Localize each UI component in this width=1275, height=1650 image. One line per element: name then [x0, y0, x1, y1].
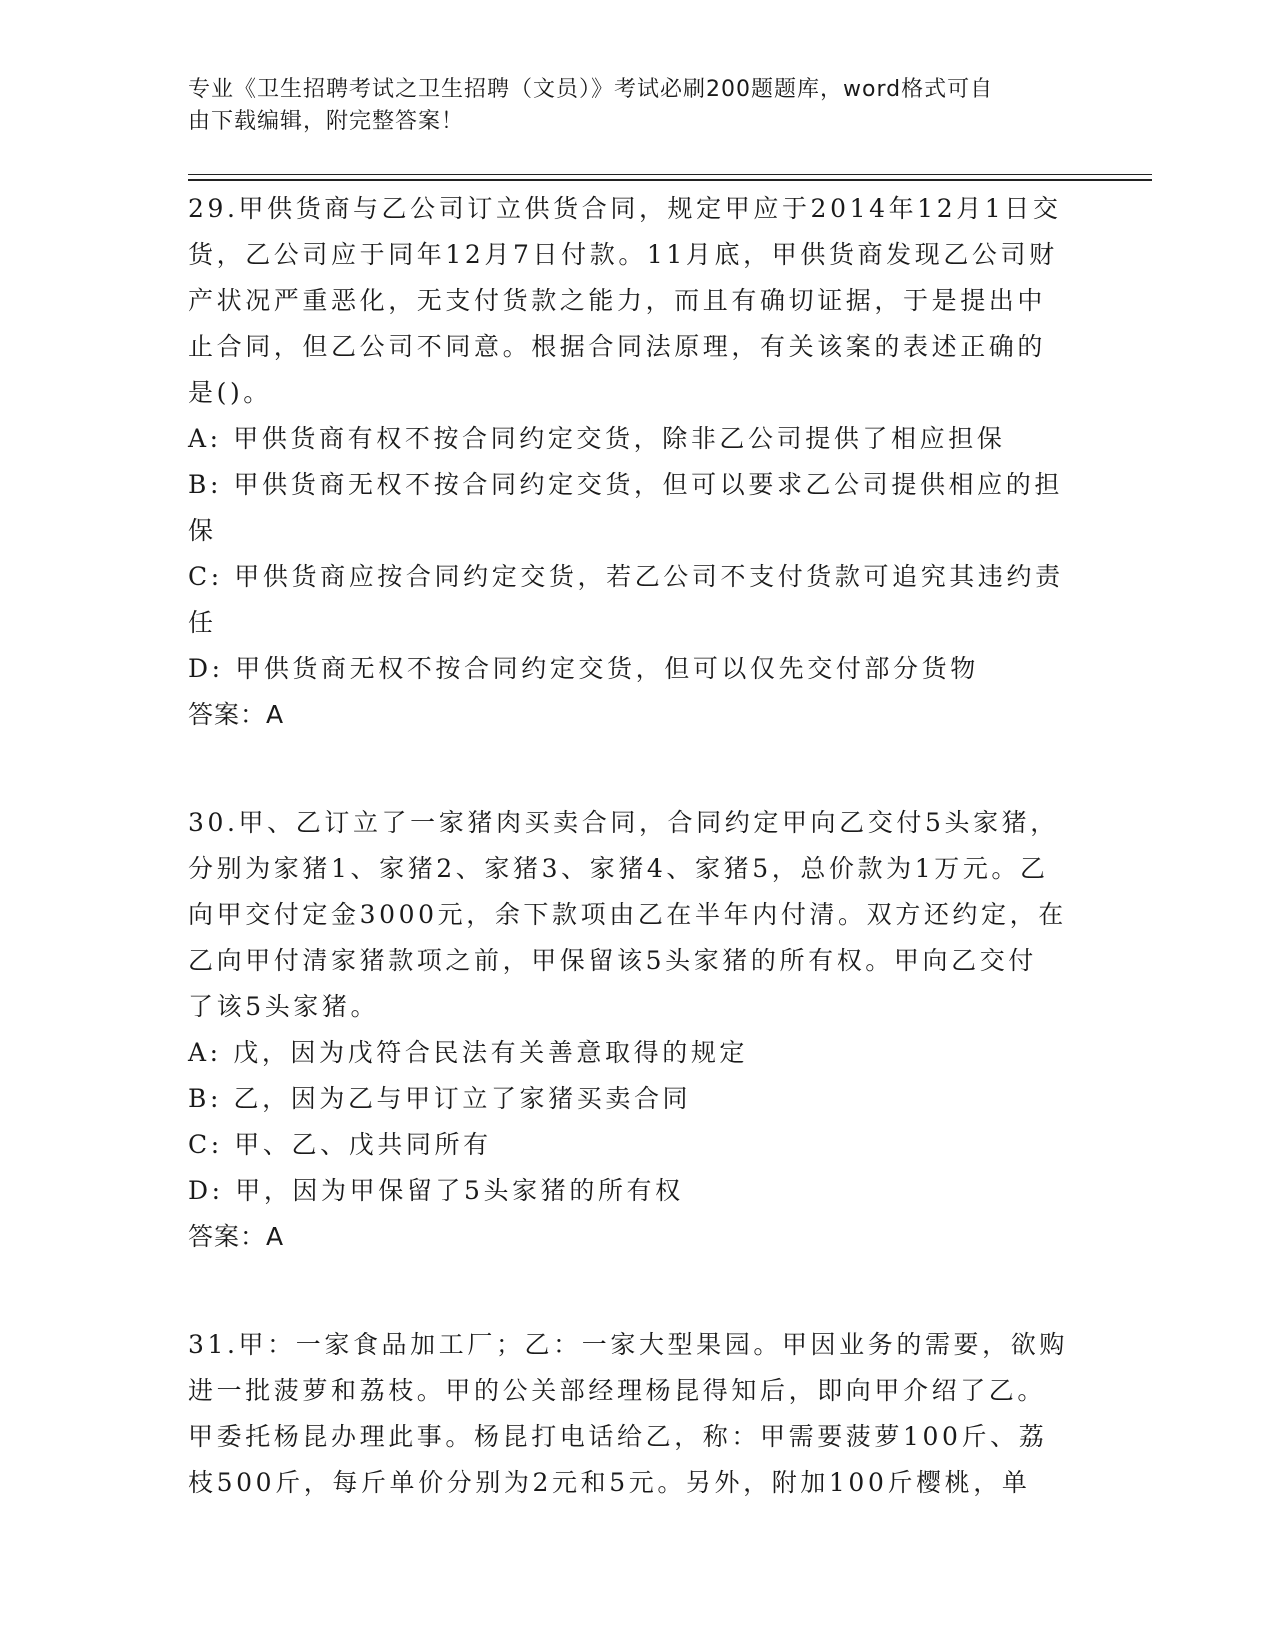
question-text-line: 货，乙公司应于同年12月7日付款。11月底，甲供货商发现乙公司财 [188, 240, 1058, 269]
question-text-line: 止合同，但乙公司不同意。根据合同法原理，有关该案的表述正确的 [188, 332, 1047, 361]
header-line: 专业《卫生招聘考试之卫生招聘（文员）》考试必刷200题题库，word格式可自 [188, 77, 994, 102]
question-text-line: 是()。 [188, 378, 272, 407]
question-text-line: 进一批菠萝和荔枝。甲的公关部经理杨昆得知后，即向甲介绍了乙。 [188, 1376, 1047, 1405]
question-31 [188, 1322, 1088, 1506]
header-line: 由下载编辑，附完整答案！ [188, 109, 465, 134]
option-b: B: 甲供货商无权不按合同约定交货，但可以要求乙公司提供相应的担 [188, 470, 1063, 499]
header-divider-bottom [188, 179, 1152, 181]
option-c-continued: 任 [188, 608, 217, 637]
question-30 [188, 800, 1088, 1260]
question-29 [188, 186, 1088, 738]
question-spacer [188, 738, 1088, 800]
option-c: C: 甲、乙、戊共同所有 [188, 1130, 492, 1159]
header-divider-top [188, 174, 1152, 175]
option-b-continued: 保 [188, 516, 217, 545]
option-a: A: 甲供货商有权不按合同约定交货，除非乙公司提供了相应担保 [188, 424, 1006, 453]
document-header [188, 74, 1068, 138]
question-text-line: 产状况严重恶化，无支付货款之能力，而且有确切证据，于是提出中 [188, 286, 1047, 315]
question-text-line: 31.甲：一家食品加工厂；乙：一家大型果园。甲因业务的需要，欲购 [188, 1330, 1068, 1359]
question-text-line: 向甲交付定金3000元，余下款项由乙在半年内付清。双方还约定，在 [188, 900, 1067, 929]
option-d: D: 甲供货商无权不按合同约定交货，但可以仅先交付部分货物 [188, 654, 979, 683]
option-d: D: 甲，因为甲保留了5头家猪的所有权 [188, 1176, 684, 1205]
question-text-line: 枝500斤，每斤单价分别为2元和5元。另外，附加100斤樱桃，单 [188, 1468, 1031, 1497]
question-spacer [188, 1260, 1088, 1322]
answer-label: 答案：A [188, 700, 285, 729]
question-text-line: 30.甲、乙订立了一家猪肉买卖合同，合同约定甲向乙交付5头家猪， [188, 808, 1059, 837]
question-text-line: 乙向甲付清家猪款项之前，甲保留该5头家猪的所有权。甲向乙交付 [188, 946, 1037, 975]
question-list [188, 186, 1088, 1506]
option-c: C: 甲供货商应按合同约定交货，若乙公司不支付货款可追究其违约责 [188, 562, 1064, 591]
option-a: A: 戊，因为戊符合民法有关善意取得的规定 [188, 1038, 749, 1067]
option-b: B: 乙，因为乙与甲订立了家猪买卖合同 [188, 1084, 692, 1113]
question-text-line: 29.甲供货商与乙公司订立供货合同，规定甲应于2014年12月1日交 [188, 194, 1062, 223]
question-text-line: 了该5头家猪。 [188, 992, 380, 1021]
answer-label: 答案：A [188, 1222, 285, 1251]
question-text-line: 甲委托杨昆办理此事。杨昆打电话给乙，称：甲需要菠萝100斤、荔 [188, 1422, 1048, 1451]
question-text-line: 分别为家猪1、家猪2、家猪3、家猪4、家猪5，总价款为1万元。乙 [188, 854, 1049, 883]
